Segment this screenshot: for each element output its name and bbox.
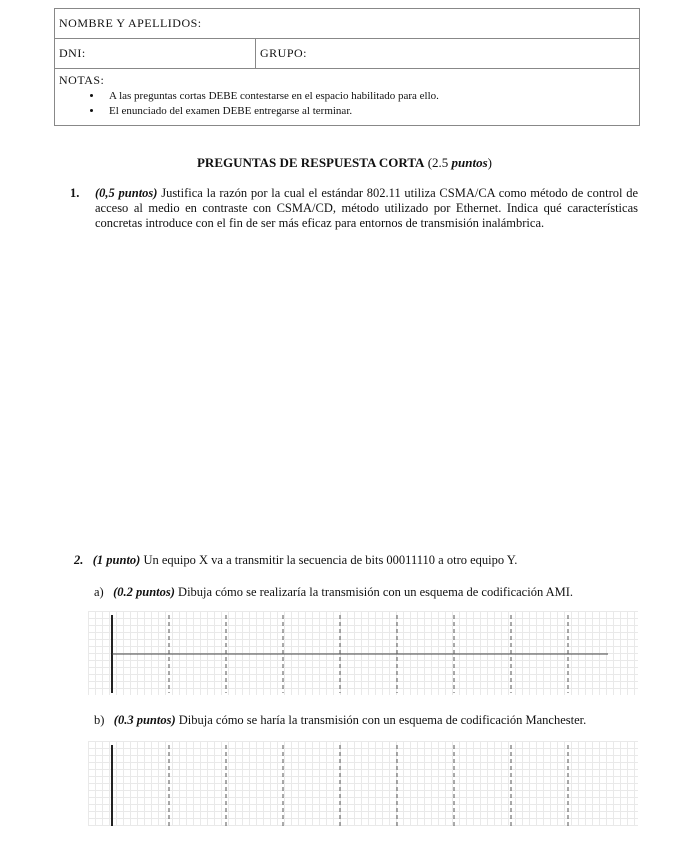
question-2-number: 2. [74, 553, 84, 567]
section-points-word: puntos [451, 155, 488, 170]
notes-row [55, 69, 639, 125]
question-1-text: Justifica la razón por la cual el estándar 802.11 utiliza CSMA/CA como método de control de acceso al medio en contraste con CSMA/CD, método utilizado por Ethernet. Indica qué características concretas introduce con el fin de ser más eficaz para entornos de transmisión inalámbrica. [95, 186, 638, 230]
ami-drawing-grid[interactable] [88, 611, 638, 695]
section-title-text: PREGUNTAS DE RESPUESTA CORTA [196, 155, 425, 170]
question-2b-text: Dibuja cómo se haría la transmisión con un esquema de codificación Manchester. [178, 713, 587, 727]
name-label: NOMBRE Y APELLIDOS: [59, 16, 202, 30]
question-2a-label: a) [94, 585, 104, 599]
section-points-close: ) [487, 155, 493, 170]
question-1-number: 1. [70, 186, 80, 200]
note-item: • A las preguntas cortas DEBE contestarse en el espacio habilitado para ello. [103, 89, 639, 104]
ami-axes [88, 611, 638, 695]
name-row [55, 9, 639, 39]
notes-list [55, 89, 639, 119]
question-2a [94, 585, 573, 600]
question-2b-label: b) [94, 713, 105, 727]
section-title [0, 155, 689, 171]
question-1-points: (0,5 puntos) [95, 186, 158, 200]
question-2-points: (1 punto) [92, 553, 141, 567]
notas-label: NOTAS: [59, 73, 105, 87]
note-item: • El enunciado del examen DEBE entregarse al terminar. [103, 104, 639, 119]
grupo-label: GRUPO: [260, 46, 308, 60]
question-2-text: Un equipo X va a transmitir la secuencia de bits 00011110 a otro equipo Y. [143, 553, 518, 567]
question-1 [70, 186, 638, 231]
question-2a-text: Dibuja cómo se realizaría la transmisión con un esquema de codificación AMI. [178, 585, 574, 599]
exam-header-box [54, 8, 640, 126]
question-2a-points: (0.2 puntos) [113, 585, 175, 599]
section-points-open: (2.5 [427, 155, 452, 170]
manchester-axes [88, 741, 638, 826]
dni-label: DNI: [55, 39, 256, 68]
manchester-drawing-grid[interactable] [88, 741, 638, 826]
question-2b [94, 713, 586, 728]
question-2b-points: (0.3 puntos) [113, 713, 176, 727]
question-2 [74, 553, 517, 568]
dni-grupo-row [55, 39, 639, 69]
